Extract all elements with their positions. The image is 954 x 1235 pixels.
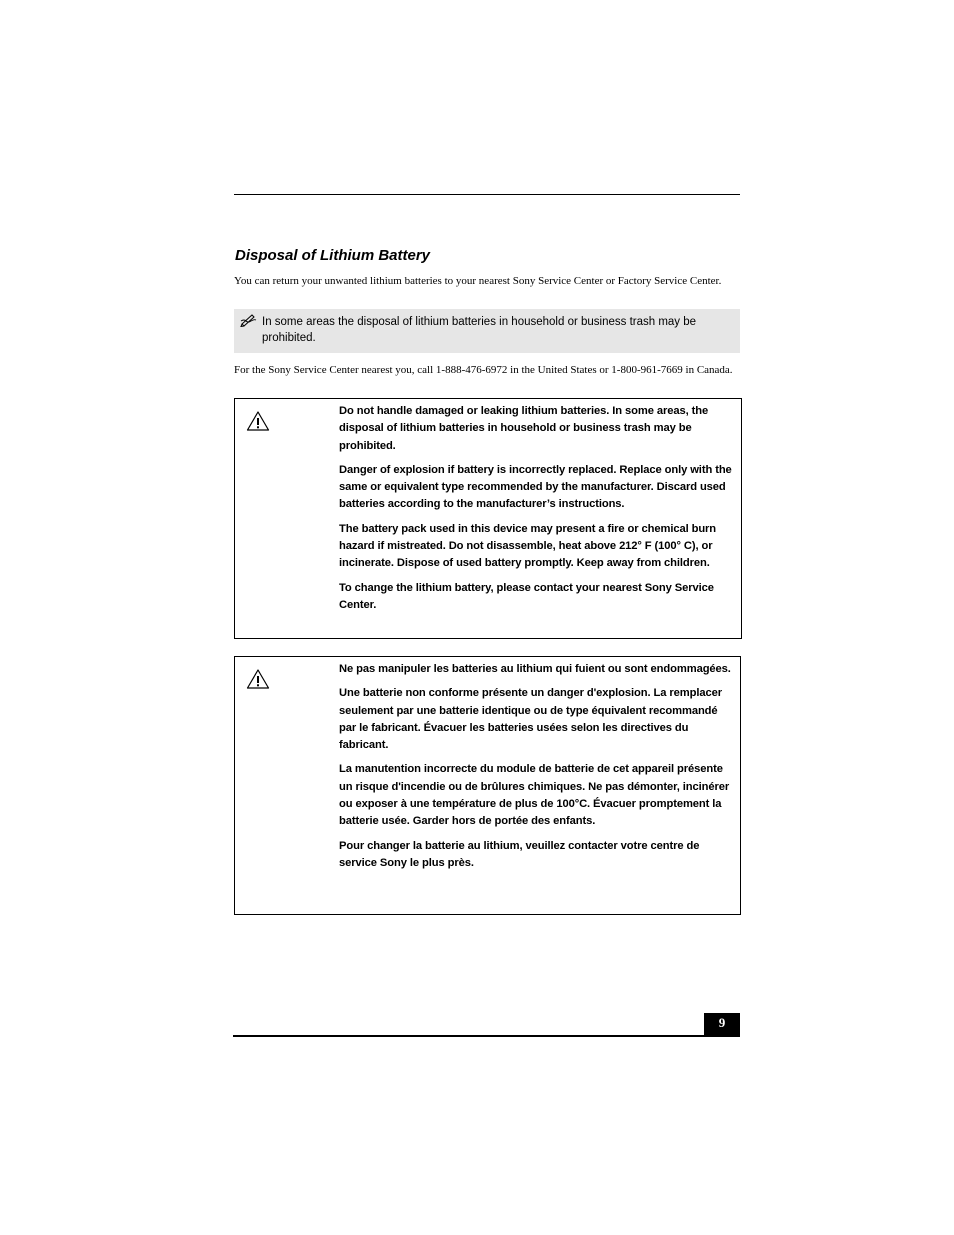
warning-text-french [339, 661, 737, 879]
warning-paragraph: La manutention incorrecte du module de batterie de cet appareil présente un risque d'incendie ou de brûlures chimiques. Ne pas démonter, incinérer ou exposer à une température de plus de 100°C. Évacuer promptement la batterie usée. Garder hors de portée des enfants. [339, 763, 730, 828]
warning-paragraph: To change the lithium battery, please contact your nearest Sony Service Center. [339, 581, 714, 611]
warning-box-english [234, 398, 742, 639]
warning-paragraph: Do not handle damaged or leaking lithium batteries. In some areas, the disposal of lithium batteries in household or business trash may be prohibited. [339, 405, 709, 452]
contact-paragraph: For the Sony Service Center nearest you, call 1-888-476-6972 in the United States or 1-800-961-7669 in Canada. [234, 364, 733, 376]
note-box [234, 309, 740, 353]
warning-paragraph: Danger of explosion if battery is incorrectly replaced. Replace only with the same or equivalent type recommended by the manufacturer. Discard used batteries according to the manufacturer’s instructions. [339, 463, 732, 511]
footer-rule [233, 1035, 740, 1037]
warning-paragraph: Une batterie non conforme présente un danger d'explosion. La remplacer seulement par une batterie identique ou de type équivalent recommandé par le fabricant. Évacuer les batteries usées selon les directives du fabricant. [339, 687, 722, 752]
warning-paragraph: The battery pack used in this device may present a fire or chemical burn hazard if mistreated. Do not disassemble, heat above 212° F (100° C), or incinerate. Dispose of used battery promptly. Keep away from children. [339, 522, 717, 570]
warning-paragraph: Pour changer la batterie au lithium, veuillez contacter votre centre de service Sony le plus près. [339, 839, 700, 869]
section-title: Disposal of Lithium Battery [235, 247, 431, 264]
warning-triangle-icon [246, 668, 270, 690]
warning-paragraph: Ne pas manipuler les batteries au lithium qui fuient ou sont endommagées. [339, 663, 731, 675]
warning-text-english [339, 403, 737, 621]
header-rule [234, 194, 740, 195]
note-text: In some areas the disposal of lithium batteries in household or business trash may be prohibited. [262, 316, 697, 344]
warning-triangle-icon [246, 410, 270, 432]
page-number: 9 [704, 1013, 740, 1037]
warning-box-french [234, 656, 741, 915]
intro-paragraph: You can return your unwanted lithium batteries to your nearest Sony Service Center or Factory Service Center. [234, 275, 722, 287]
pencil-note-icon [240, 313, 258, 327]
